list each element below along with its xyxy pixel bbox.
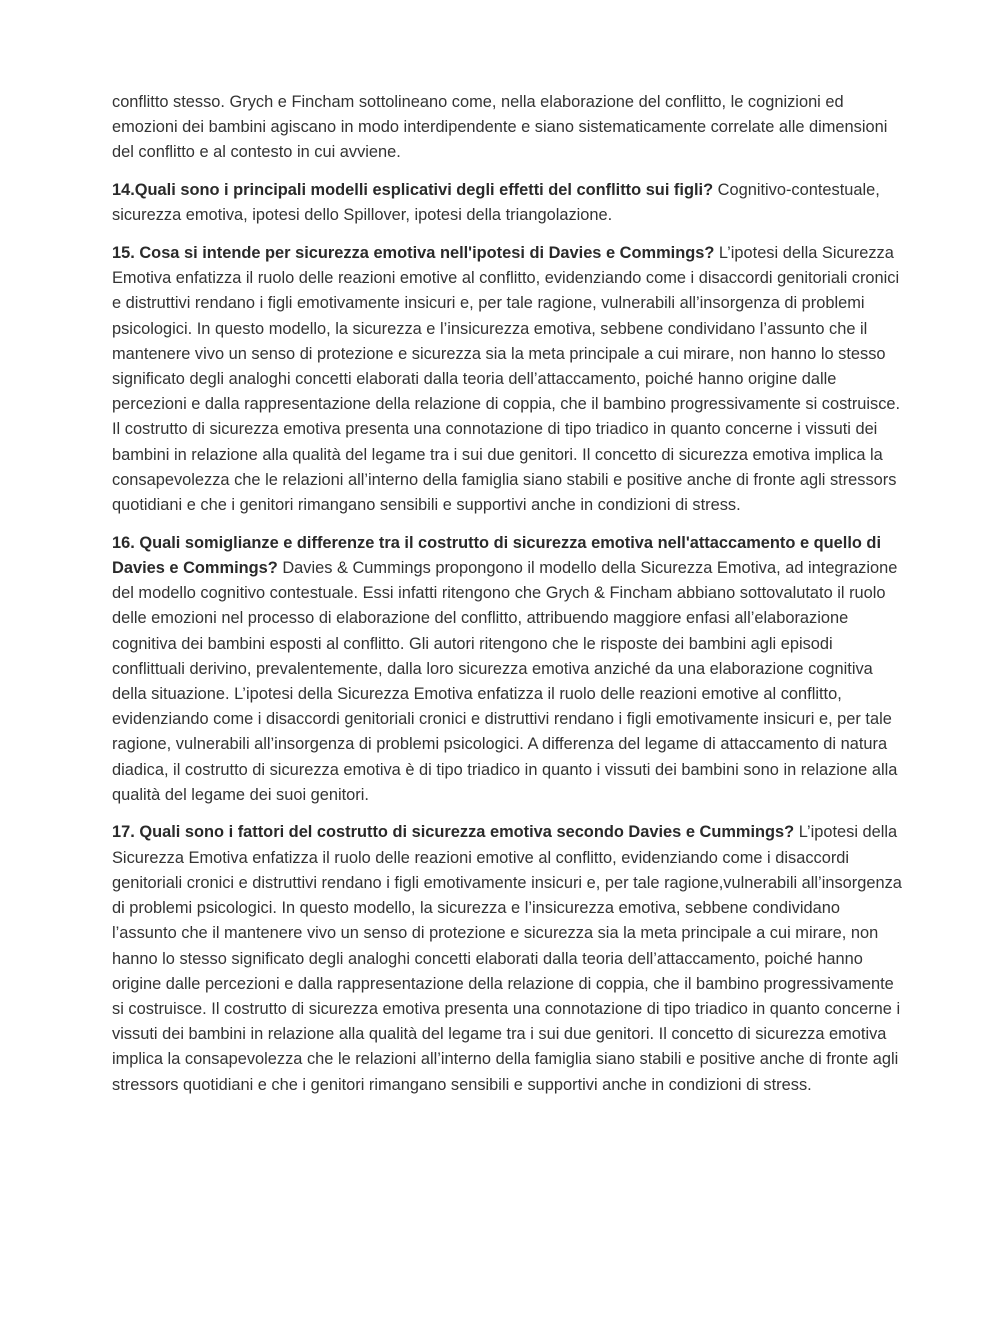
paragraph-question-16 <box>112 531 902 808</box>
answer-text: L’ipotesi della Sicurezza Emotiva enfatizza il ruolo delle reazioni emotive al conflitto, evidenziando come i disaccordi genitoriali cronici e distruttivi rendano i figli emotivamente insicuri e, per tale ragione,vulnerabili all’insorgenza di problemi psicologici. In questo modello, la sicurezza e l’insicurezza emotiva, sebbene condividano l’assunto che il mantenere vivo un senso di protezione e sicurezza sia la meta principale a cui mirare, non hanno lo stesso significato degli analoghi concetti elaborati dalla teoria dell’attaccamento, poiché hanno origine dalle percezioni e dalla rappresentazione della relazione di coppia, che il bambino progressivamente si costruisce. Il costrutto di sicurezza emotiva presenta una connotazione di tipo triadico in quanto concerne i vissuti dei bambini in relazione alla qualità del legame tra i sui due genitori. Il concetto di sicurezza emotiva implica la consapevolezza che le relazioni all’interno della famiglia siano stabili e positive anche di fronte agli stressors quotidiani e che i genitori rimangano sensibili e supportivi anche in condizioni di stress. <box>112 823 902 1094</box>
question-heading: 14.Quali sono i principali modelli esplicativi degli effetti del conflitto sui figli? <box>112 181 714 200</box>
document-page <box>112 90 902 1110</box>
question-heading: 15. Cosa si intende per sicurezza emotiva nell'ipotesi di Davies e Commings? <box>112 244 715 263</box>
paragraph-question-14 <box>112 178 902 228</box>
paragraph-question-15 <box>112 241 902 518</box>
answer-text: L’ipotesi della Sicurezza Emotiva enfatizza il ruolo delle reazioni emotive al conflitto, evidenziando come i disaccordi genitoriali cronici e distruttivi rendano i figli emotivamente insicuri e, per tale ragione, vulnerabili all’insorgenza di problemi psicologici. In questo modello, la sicurezza e l’insicurezza emotiva, sebbene condividano l’assunto che il mantenere vivo un senso di protezione e sicurezza sia la meta principale a cui mirare, non hanno lo stesso significato degli analoghi concetti elaborati dalla teoria dell’attaccamento, poiché hanno origine dalle percezioni e dalla rappresentazione della relazione di coppia, che il bambino progressivamente si costruisce. Il costrutto di sicurezza emotiva presenta una connotazione di tipo triadico in quanto concerne i vissuti dei bambini in relazione alla qualità del legame tra i sui due genitori. Il concetto di sicurezza emotiva implica la consapevolezza che le relazioni all’interno della famiglia siano stabili e positive anche di fronte agli stressors quotidiani e che i genitori rimangano sensibili e supportivi anche in condizioni di stress. <box>112 244 901 515</box>
answer-text: Cognitivo-contestuale, sicurezza emotiva, ipotesi dello Spillover, ipotesi della triangolazione. <box>112 181 880 225</box>
answer-text: Davies & Cummings propongono il modello della Sicurezza Emotiva, ad integrazione del modello cognitivo contestuale. Essi infatti ritengono che Grych & Fincham abbiano sottovalutato il ruolo delle emozioni nel processo di elaborazione del conflitto, attribuendo maggiore enfasi all’elaborazione cognitiva dei bambini esposti al conflitto. Gli autori ritengono che le risposte dei bambini agli episodi conflittuali derivino, prevalentemente, dalla loro sicurezza emotiva anziché da una elaborazione cognitiva della situazione. L’ipotesi della Sicurezza Emotiva enfatizza il ruolo delle reazioni emotive al conflitto, evidenziando come i disaccordi genitoriali cronici e distruttivi rendano i figli emotivamente insicuri e, per tale ragione, vulnerabili all’insorgenza di problemi psicologici. A differenza del legame di attaccamento di natura diadica, il costrutto di sicurezza emotiva è di tipo triadico in quanto i vissuti dei bambini sono in relazione alla qualità del legame dei suoi genitori. <box>112 558 898 804</box>
paragraph-question-17 <box>112 820 902 1097</box>
question-heading: 17. Quali sono i fattori del costrutto di sicurezza emotiva secondo Davies e Cummings? <box>112 823 795 842</box>
answer-text: conflitto stesso. Grych e Fincham sottolineano come, nella elaborazione del conflitto, le cognizioni ed emozioni dei bambini agiscano in modo interdipendente e siano sistematicamente correlate alle dimensioni del conflitto e al contesto in cui avviene. <box>112 93 888 162</box>
paragraph-continuation <box>112 90 902 166</box>
question-heading: 16. Quali somiglianze e differenze tra il costrutto di sicurezza emotiva nell'attaccamento e quello di Davies e Commings? <box>112 533 881 577</box>
